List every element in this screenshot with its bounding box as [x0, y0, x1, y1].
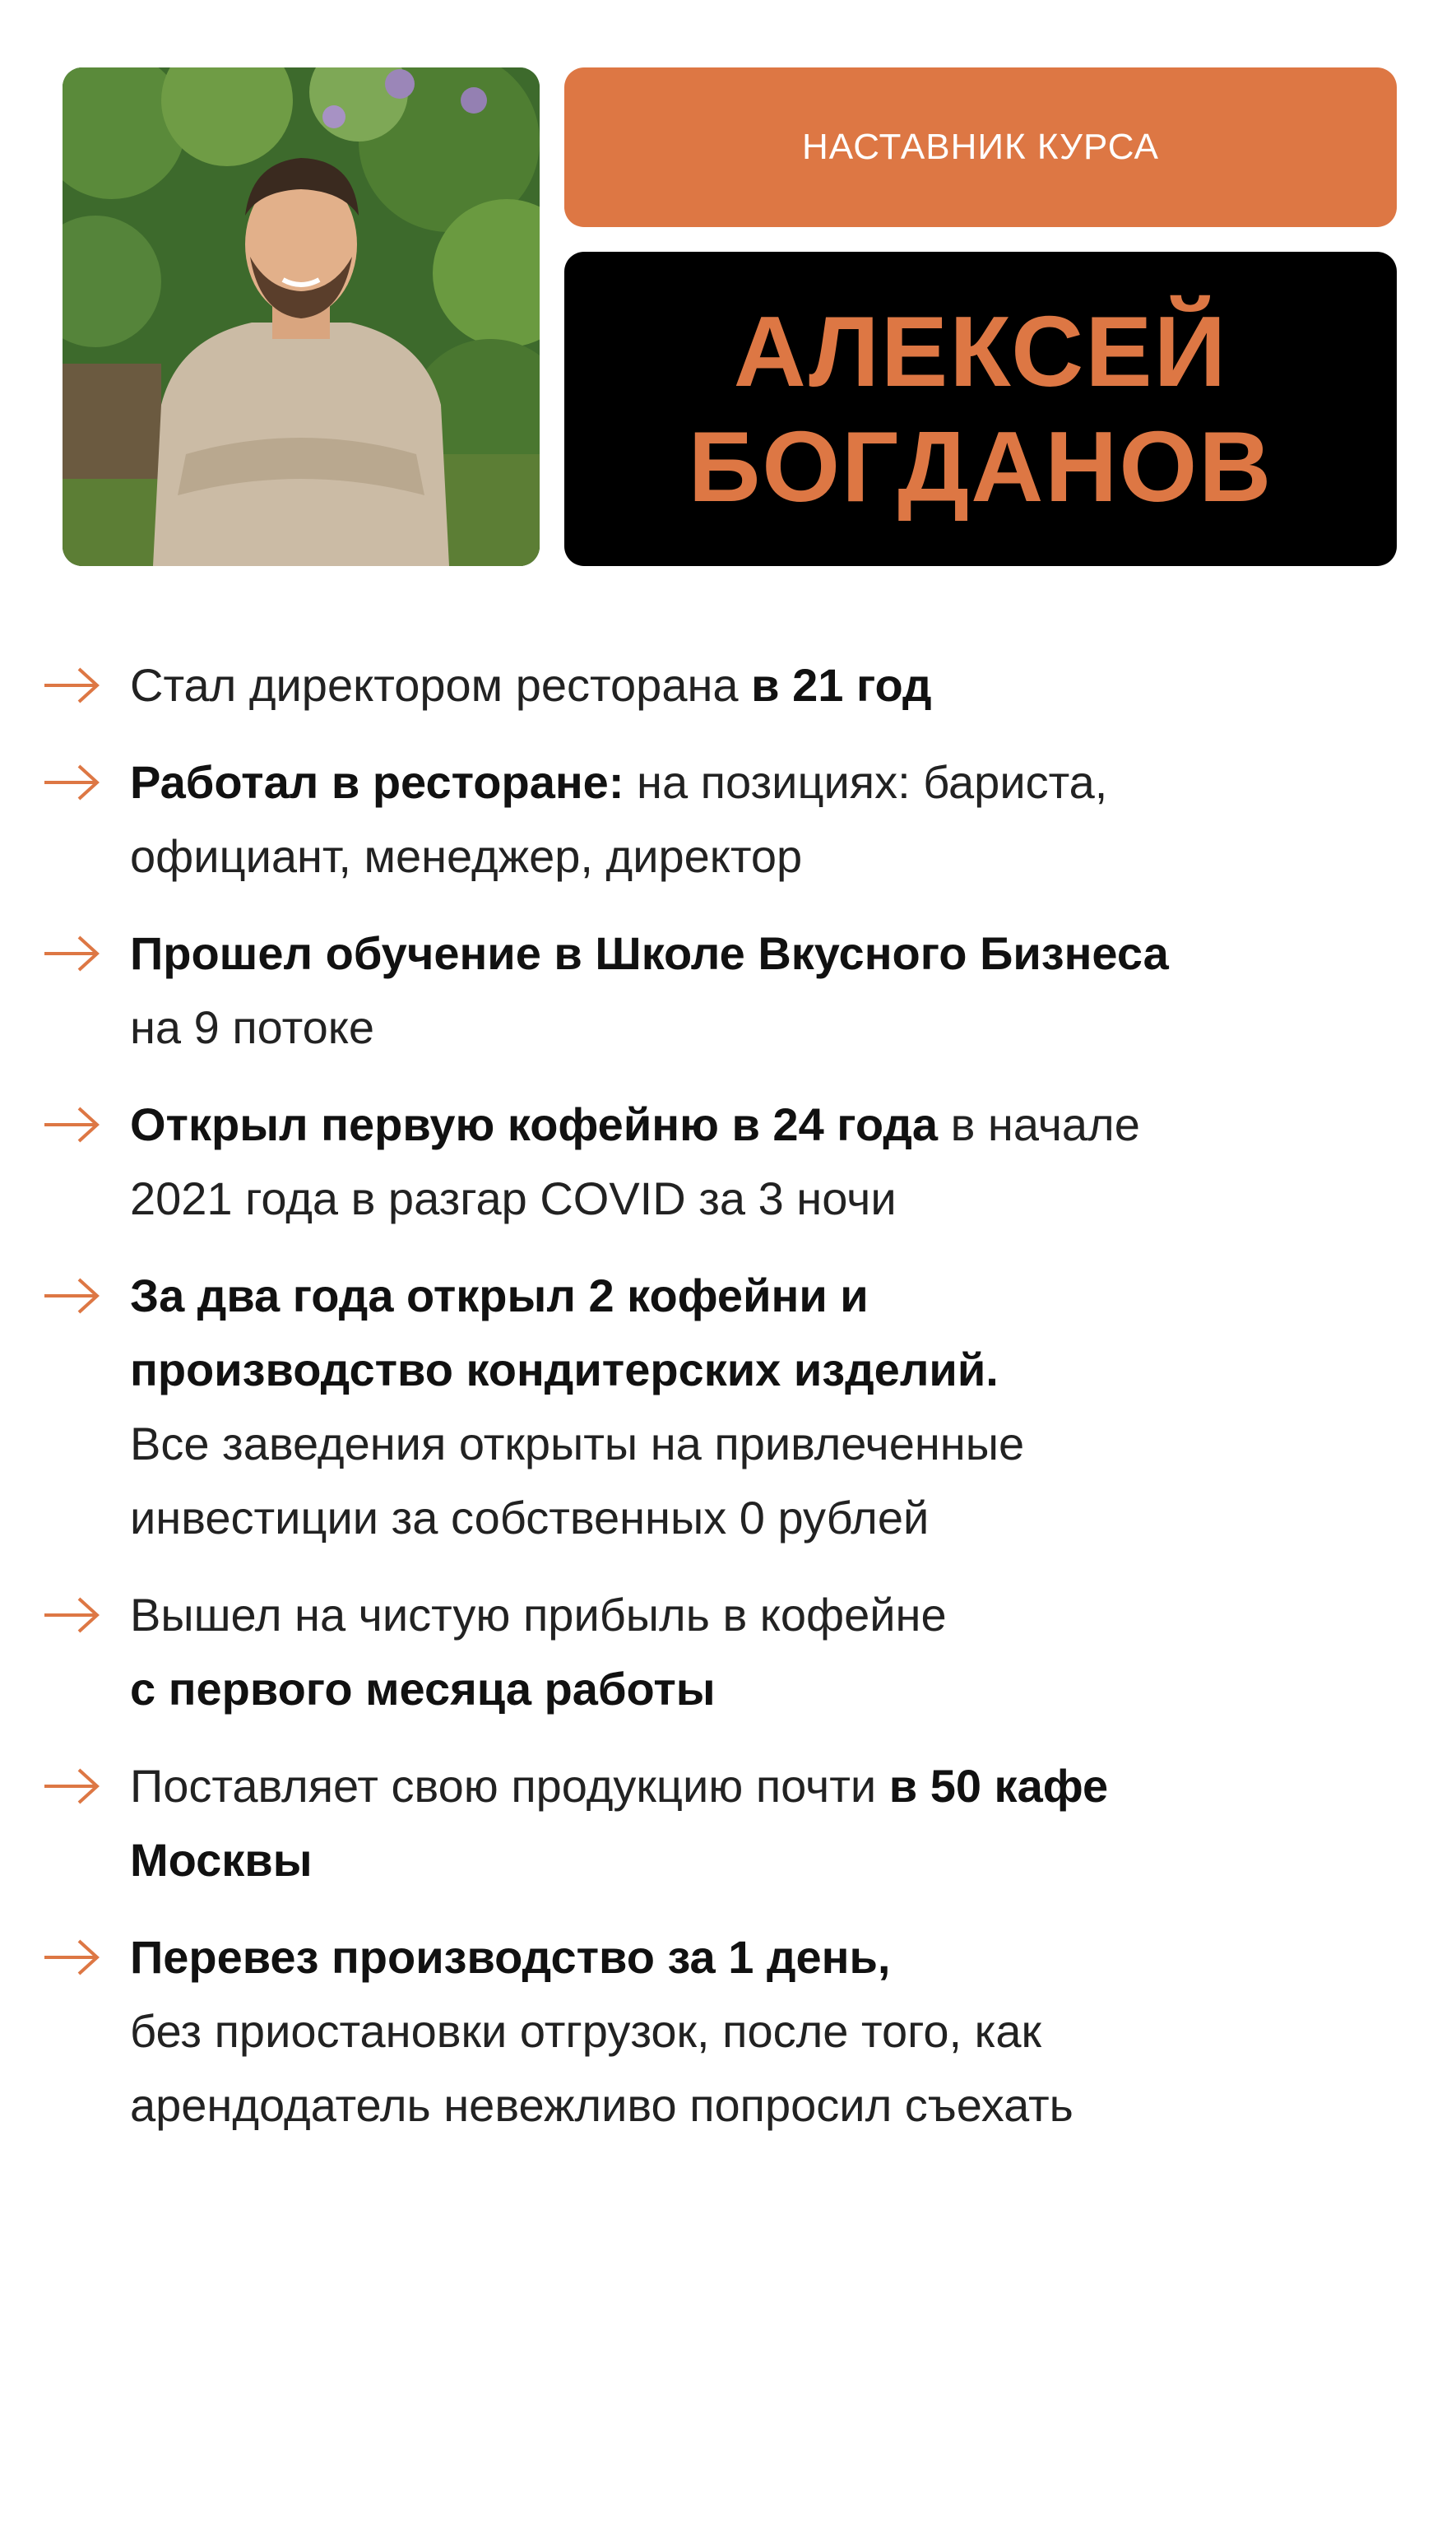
- fact-text: в начале: [938, 1098, 1140, 1150]
- fact-highlight: Москвы: [130, 1834, 313, 1886]
- mentor-first-name: АЛЕКСЕЙ: [733, 295, 1228, 407]
- fact-text: без приостановки отгрузок, после того, как: [130, 2005, 1041, 2057]
- arrow-right-icon: [43, 666, 102, 704]
- mentor-name-box: [564, 252, 1397, 566]
- arrow-right-icon: [43, 1767, 102, 1805]
- portrait-image: [63, 67, 540, 566]
- fact-highlight: За два года открыл 2 кофейни и: [130, 1270, 869, 1321]
- list-item: [43, 1088, 1425, 1236]
- list-item: [43, 745, 1425, 894]
- fact-text: Вышел на чистую прибыль в кофейне: [130, 1589, 947, 1641]
- fact-text: на позициях: бариста,: [624, 756, 1108, 808]
- arrow-right-icon: [43, 1938, 102, 1976]
- list-item: [43, 648, 1425, 722]
- fact-highlight: Перевез производство за 1 день,: [130, 1931, 891, 1983]
- list-item: [43, 1259, 1425, 1555]
- fact-highlight: с первого месяца работы: [130, 1663, 716, 1715]
- arrow-right-icon: [43, 935, 102, 973]
- fact-text: арендодатель невежливо попросил съехать: [130, 2079, 1073, 2131]
- arrow-right-icon: [43, 764, 102, 801]
- role-label: НАСТАВНИК КУРСА: [802, 127, 1159, 167]
- list-item: [43, 1920, 1425, 2142]
- list-item: [43, 1578, 1425, 1726]
- fact-highlight: Работал в ресторане:: [130, 756, 624, 808]
- arrow-right-icon: [43, 1596, 102, 1634]
- fact-text: Поставляет свою продукцию почти: [130, 1760, 889, 1812]
- fact-highlight: Открыл первую кофейню в 24 года: [130, 1098, 939, 1150]
- list-item: [43, 1749, 1425, 1897]
- achievements-list: [43, 648, 1425, 2166]
- fact-text: инвестиции за собственных 0 рублей: [130, 1492, 930, 1544]
- role-badge: [564, 67, 1397, 227]
- mentor-photo: [63, 67, 540, 566]
- fact-highlight: в 21 год: [751, 659, 932, 711]
- fact-text: официант, менеджер, директор: [130, 830, 803, 882]
- fact-highlight: в 50 кафе: [888, 1760, 1109, 1812]
- fact-highlight: Прошел обучение в Школе Вкусного Бизнеса: [130, 927, 1169, 979]
- fact-text: Стал директором ресторана: [130, 659, 752, 711]
- list-item: [43, 917, 1425, 1065]
- fact-text: 2021 года в разгар COVID за 3 ночи: [130, 1172, 897, 1224]
- arrow-right-icon: [43, 1106, 102, 1144]
- fact-text: на 9 потоке: [130, 1001, 375, 1053]
- fact-highlight: производство кондитерских изделий.: [130, 1344, 999, 1395]
- fact-text: Все заведения открыты на привлеченные: [130, 1418, 1025, 1469]
- arrow-right-icon: [43, 1277, 102, 1315]
- mentor-last-name: БОГДАНОВ: [688, 411, 1273, 522]
